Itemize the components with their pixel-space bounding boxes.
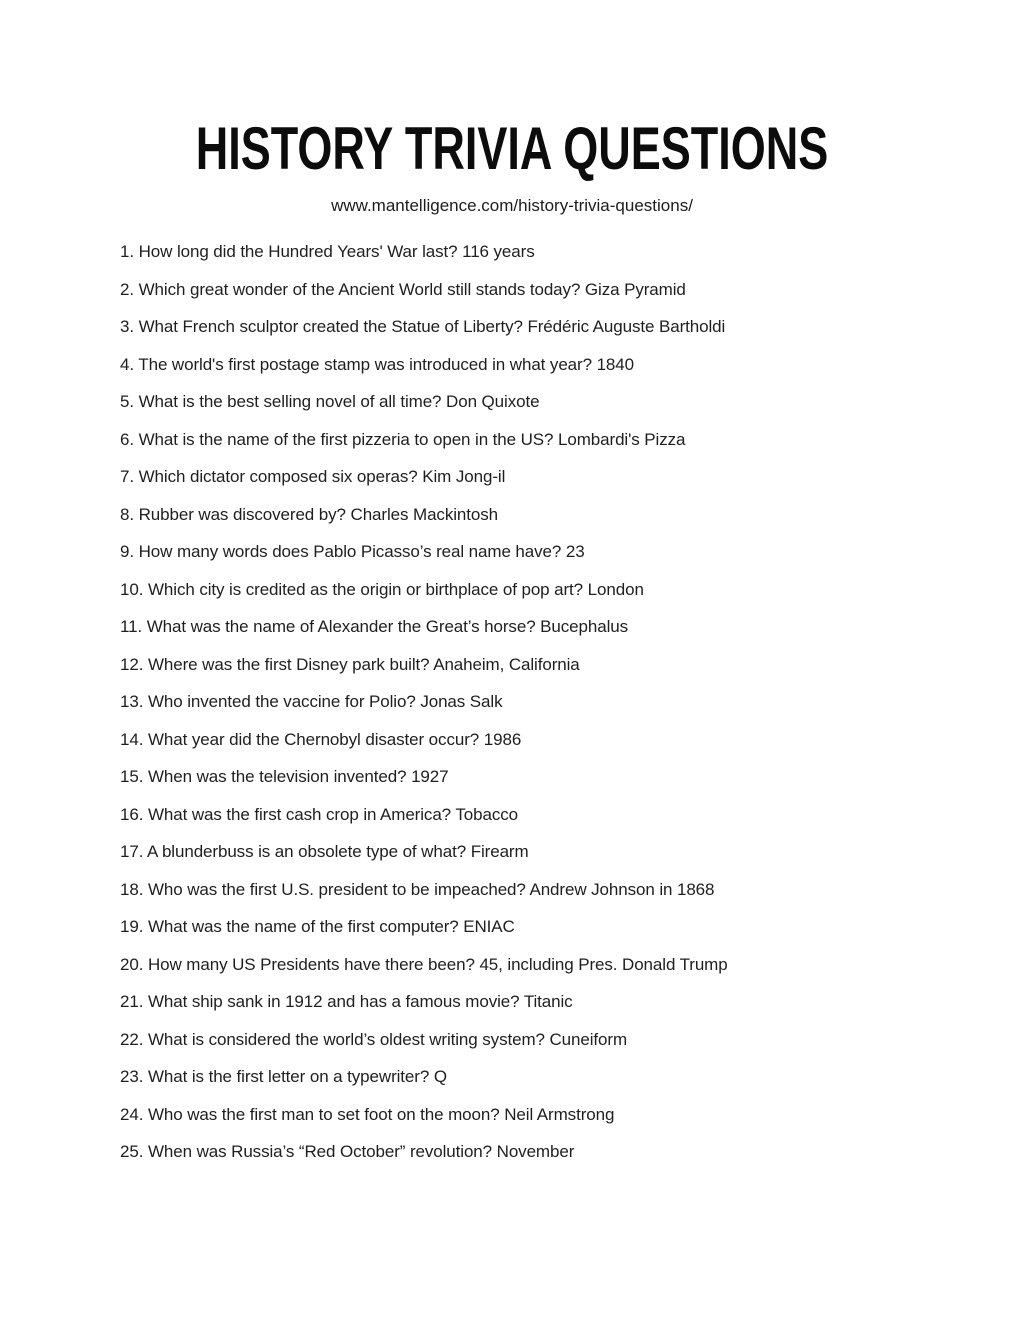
question-text: When was the television invented? xyxy=(147,767,407,786)
question-text: How long did the Hundred Years' War last? xyxy=(138,242,458,261)
question-text: What is the name of the first pizzeria to open in the US? xyxy=(138,429,554,449)
trivia-question-item xyxy=(120,1143,984,1160)
question-text: Which city is credited as the origin or birthplace of pop art? xyxy=(147,579,584,599)
question-text: Who invented the vaccine for Polio? xyxy=(147,692,416,711)
question-text: The world's first postage stamp was introduced in what year? xyxy=(138,354,592,374)
question-text: What is the first letter on a typewriter? xyxy=(147,1067,430,1086)
trivia-question-item xyxy=(120,318,984,335)
question-answer: 23 xyxy=(565,542,585,561)
trivia-question-item xyxy=(120,393,984,410)
question-text: Who was the first U.S. president to be impeached? xyxy=(147,879,526,899)
trivia-question-item xyxy=(120,1068,984,1085)
question-answer: Tobacco xyxy=(455,804,518,824)
question-answer: Neil Armstrong xyxy=(504,1104,615,1124)
question-text: A blunderbuss is an obsolete type of what? xyxy=(147,842,467,861)
question-text: What year did the Chernobyl disaster occur? xyxy=(147,729,480,749)
question-number: 18. xyxy=(120,879,144,899)
question-answer: Firearm xyxy=(470,842,529,861)
question-text: How many words does Pablo Picasso’s real name have? xyxy=(138,542,562,561)
question-answer: ENIAC xyxy=(463,917,515,936)
question-answer: Q xyxy=(433,1067,447,1086)
question-text: When was Russia’s “Red October” revolution? xyxy=(147,1142,493,1161)
question-number: 4. xyxy=(120,354,134,374)
question-answer: Lombardi's Pizza xyxy=(558,429,686,449)
question-answer: Titanic xyxy=(523,992,573,1011)
question-number: 24. xyxy=(120,1104,144,1124)
trivia-question-item xyxy=(120,356,984,373)
question-text: Which dictator composed six operas? xyxy=(138,467,418,486)
trivia-question-item xyxy=(120,1106,984,1123)
question-number: 22. xyxy=(120,1029,144,1049)
question-number: 23. xyxy=(120,1067,144,1086)
question-text: Who was the first man to set foot on the moon? xyxy=(147,1104,500,1124)
question-text: What French sculptor created the Statue of Liberty? xyxy=(138,317,523,336)
source-url: www.mantelligence.com/history-trivia-questions/ xyxy=(331,196,693,215)
question-text: Which great wonder of the Ancient World still stands today? xyxy=(138,279,581,299)
question-text: What ship sank in 1912 and has a famous movie? xyxy=(147,992,520,1011)
trivia-question-item xyxy=(120,468,984,485)
question-text: Where was the first Disney park built? xyxy=(147,654,430,674)
trivia-question-item xyxy=(120,543,984,560)
question-number: 21. xyxy=(120,992,144,1011)
question-number: 14. xyxy=(120,729,144,749)
question-answer: November xyxy=(496,1142,575,1161)
question-answer: 116 years xyxy=(462,242,535,261)
question-number: 25. xyxy=(120,1142,144,1161)
trivia-question-item xyxy=(120,431,984,448)
question-answer: Jonas Salk xyxy=(420,692,503,711)
question-text: What is considered the world’s oldest writing system? xyxy=(147,1029,545,1049)
question-number: 6. xyxy=(120,429,134,449)
trivia-question-item xyxy=(120,1031,984,1048)
question-number: 20. xyxy=(120,954,144,974)
question-text: Rubber was discovered by? xyxy=(138,504,346,524)
question-answer: Kim Jong-il xyxy=(422,467,506,486)
question-answer: Don Quixote xyxy=(446,392,540,411)
question-number: 9. xyxy=(120,542,134,561)
trivia-question-item xyxy=(120,768,984,785)
trivia-question-item xyxy=(120,243,984,260)
question-number: 19. xyxy=(120,917,144,936)
trivia-question-item xyxy=(120,806,984,823)
trivia-question-item xyxy=(120,506,984,523)
trivia-question-item xyxy=(120,581,984,598)
question-number: 13. xyxy=(120,692,144,711)
trivia-question-item xyxy=(120,881,984,898)
question-answer: Anaheim, California xyxy=(433,654,580,674)
question-number: 2. xyxy=(120,279,134,299)
question-answer: 1840 xyxy=(596,354,634,374)
trivia-question-item xyxy=(120,656,984,673)
question-number: 12. xyxy=(120,654,144,674)
question-number: 11. xyxy=(120,617,143,636)
question-number: 1. xyxy=(120,242,134,261)
question-text: What is the best selling novel of all time? xyxy=(138,392,442,411)
question-number: 3. xyxy=(120,317,134,336)
question-number: 7. xyxy=(120,467,134,486)
question-answer: Bucephalus xyxy=(540,617,629,636)
question-number: 15. xyxy=(120,767,144,786)
question-text: What was the first cash crop in America? xyxy=(147,804,452,824)
trivia-question-item xyxy=(120,281,984,298)
question-number: 8. xyxy=(120,504,134,524)
trivia-question-list xyxy=(120,243,984,1181)
question-answer: Frédéric Auguste Bartholdi xyxy=(527,317,726,336)
question-number: 10. xyxy=(120,579,144,599)
question-answer: Giza Pyramid xyxy=(584,279,686,299)
question-answer: Cuneiform xyxy=(549,1029,628,1049)
trivia-question-item xyxy=(120,918,984,935)
question-answer: London xyxy=(587,579,644,599)
question-number: 5. xyxy=(120,392,134,411)
trivia-question-item xyxy=(120,843,984,860)
question-answer: 45, including Pres. Donald Trump xyxy=(479,954,728,974)
trivia-question-item xyxy=(120,731,984,748)
trivia-question-item xyxy=(120,993,984,1010)
question-text: How many US Presidents have there been? xyxy=(147,954,475,974)
trivia-question-item xyxy=(120,618,984,635)
trivia-question-item xyxy=(120,956,984,973)
question-answer: Charles Mackintosh xyxy=(350,504,498,524)
question-answer: 1986 xyxy=(483,729,522,749)
question-answer: Andrew Johnson in 1868 xyxy=(529,879,715,899)
question-answer: 1927 xyxy=(411,767,449,786)
page-title: HISTORY TRIVIA QUESTIONS xyxy=(195,115,829,182)
question-text: What was the name of Alexander the Great’s horse? xyxy=(146,617,536,636)
question-text: What was the name of the first computer? xyxy=(147,917,459,936)
question-number: 16. xyxy=(120,804,144,824)
trivia-question-item xyxy=(120,693,984,710)
question-number: 17. xyxy=(120,842,144,861)
